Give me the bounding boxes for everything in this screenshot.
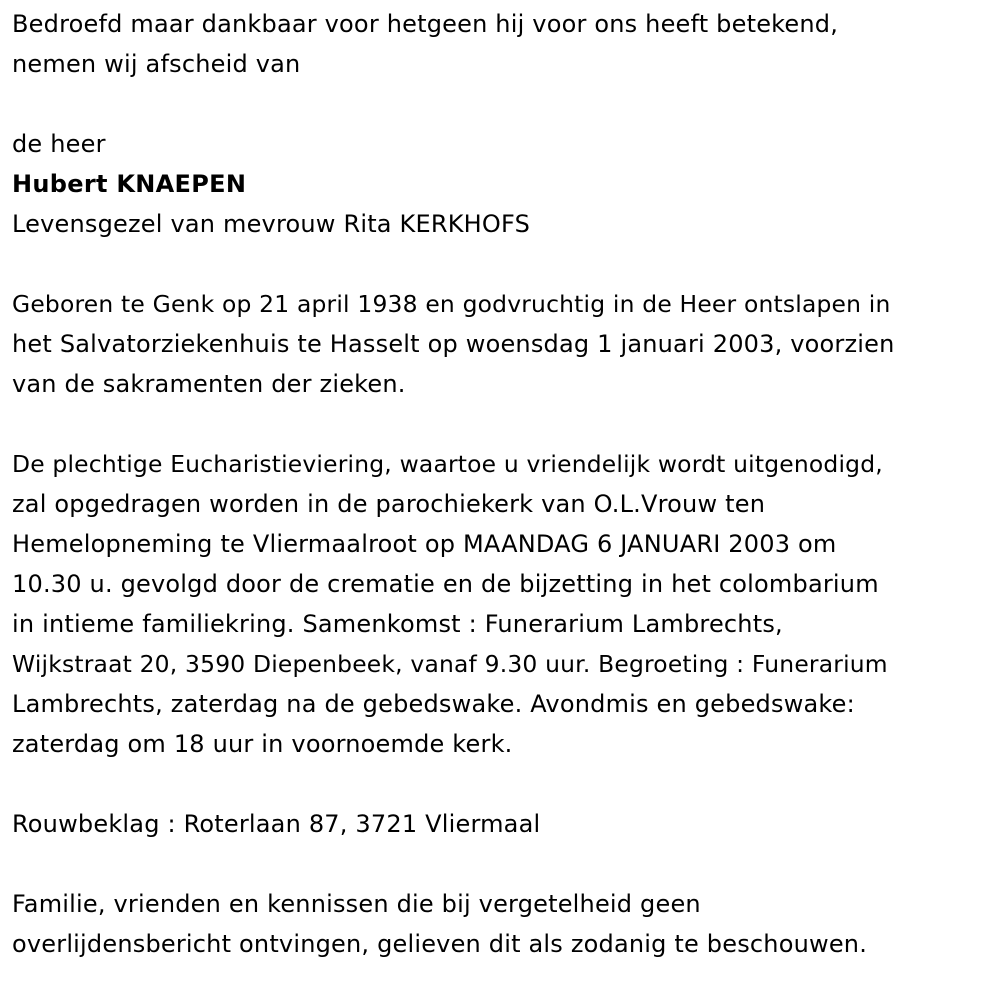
ceremony-line: zal opgedragen worden in de parochiekerk van O.L.Vrouw ten — [12, 490, 766, 518]
intro-line: nemen wij afscheid van — [12, 50, 301, 78]
ceremony-line: De plechtige Eucharistieviering, waartoe u vriendelijk wordt uitgenodigd, — [12, 450, 883, 478]
ceremony-line: Hemelopneming te Vliermaalroot op MAANDAG 6 JANUARI 2003 om — [12, 530, 837, 558]
ceremony-line: Lambrechts, zaterdag na de gebedswake. Avondmis en gebedswake: — [12, 690, 855, 718]
salutation: de heer — [12, 130, 106, 158]
closing-line: Familie, vrienden en kennissen die bij vergetelheid geen — [12, 890, 701, 918]
condolence-address: Rouwbeklag : Roterlaan 87, 3721 Vliermaal — [12, 810, 541, 838]
ceremony-line: Wijkstraat 20, 3590 Diepenbeek, vanaf 9.30 uur. Begroeting : Funerarium — [12, 650, 888, 678]
birth-death-paragraph — [12, 284, 992, 404]
paragraph-spacer — [12, 84, 992, 124]
ceremony-line: zaterdag om 18 uur in voornoemde kerk. — [12, 730, 513, 758]
closing-paragraph — [12, 884, 992, 964]
ceremony-paragraph — [12, 444, 992, 764]
partner-line: Levensgezel van mevrouw Rita KERKHOFS — [12, 210, 531, 238]
birth-death-line: het Salvatorziekenhuis te Hasselt op woensdag 1 januari 2003, voorzien — [12, 330, 895, 358]
paragraph-spacer — [12, 764, 992, 804]
intro-line: Bedroefd maar dankbaar voor hetgeen hij voor ons heeft betekend, — [12, 10, 839, 38]
birth-death-line: Geboren te Genk op 21 april 1938 en godvruchtig in de Heer ontslapen in — [12, 290, 891, 318]
paragraph-spacer — [12, 404, 992, 444]
deceased-name: Hubert KNAEPEN — [12, 170, 247, 198]
ceremony-line: 10.30 u. gevolgd door de crematie en de bijzetting in het colombarium — [12, 570, 879, 598]
condolence-paragraph — [12, 804, 992, 844]
paragraph-spacer — [12, 844, 992, 884]
intro-paragraph — [12, 4, 992, 84]
closing-line: overlijdensbericht ontvingen, gelieven dit als zodanig te beschouwen. — [12, 930, 868, 958]
deceased-block — [12, 124, 992, 244]
paragraph-spacer — [12, 244, 992, 284]
birth-death-line: van de sakramenten der zieken. — [12, 370, 406, 398]
death-notice — [12, 4, 992, 964]
ceremony-line: in intieme familiekring. Samenkomst : Funerarium Lambrechts, — [12, 610, 783, 638]
